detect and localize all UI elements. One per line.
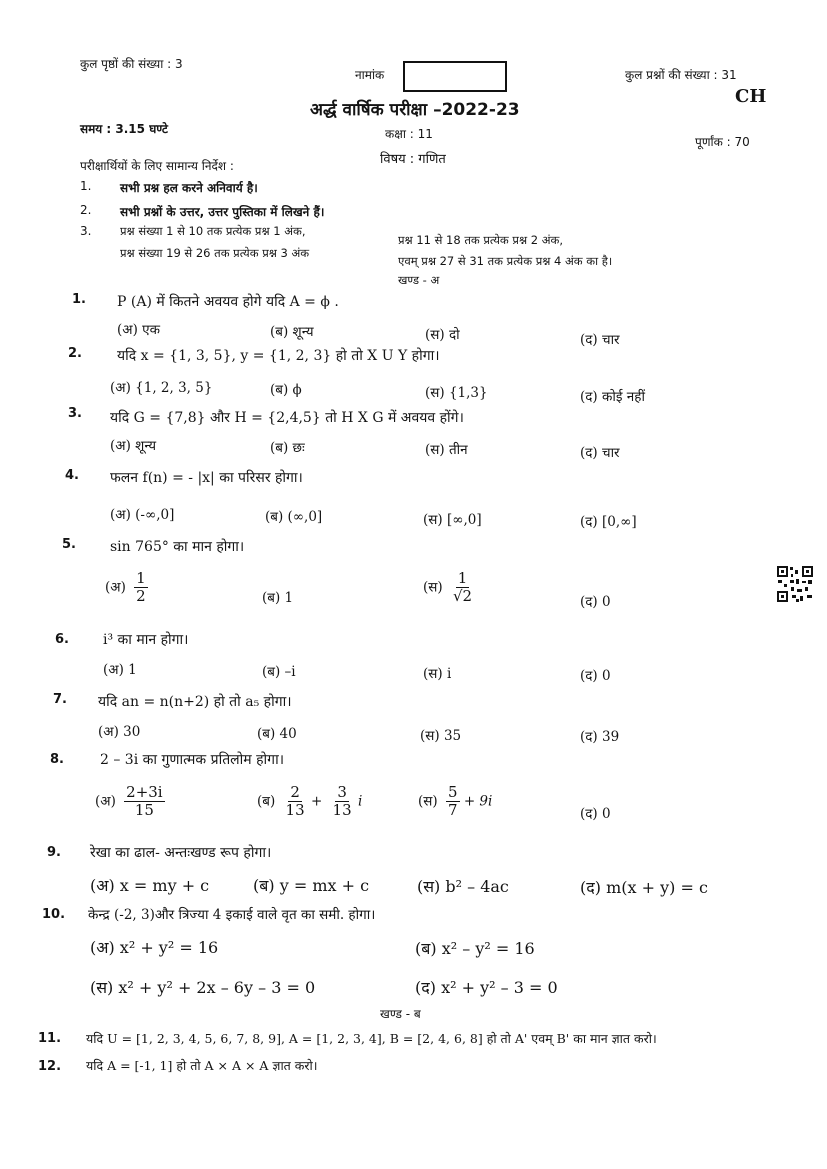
question-number: 9. bbox=[47, 845, 61, 860]
plus-sign: + bbox=[310, 793, 323, 810]
fraction bbox=[451, 570, 474, 606]
option-b: (ब) x² – y² = 16 bbox=[415, 939, 535, 958]
option-d: (द) m(x + y) = c bbox=[580, 878, 708, 897]
fraction-numerator: 3 bbox=[337, 783, 347, 801]
option-a: (अ) 30 bbox=[98, 724, 141, 740]
option-d: (द) 0 bbox=[580, 668, 611, 684]
option-d: (द) x² + y² – 3 = 0 bbox=[415, 978, 558, 997]
option-c bbox=[418, 784, 492, 820]
fraction-numerator: 1 bbox=[136, 569, 146, 587]
instruction-num: 2. bbox=[80, 203, 92, 217]
instruction-num: 3. bbox=[80, 224, 92, 238]
question-text: 2 – 3i का गुणात्मक प्रतिलोम होगा। bbox=[100, 752, 284, 768]
fraction-denominator: 15 bbox=[134, 801, 154, 820]
option-c-suffix: + 9i bbox=[463, 793, 493, 810]
instruction-text: प्रश्न 11 से 18 तक प्रत्येक प्रश्न 2 अंक, bbox=[398, 233, 563, 247]
option-b: (ब) y = mx + c bbox=[253, 876, 370, 895]
section-a-heading: खण्ड - अ bbox=[398, 273, 440, 287]
option-d: (द) 0 bbox=[580, 594, 611, 610]
option-b: (ब) छः bbox=[270, 440, 305, 456]
fraction-numerator: 2+3i bbox=[126, 783, 163, 801]
question-text: फलन f(n) = - |x| का परिसर होगा। bbox=[110, 470, 303, 486]
fraction bbox=[446, 784, 460, 820]
question-text: P (A) में कितने अवयव होगे यदि A = ϕ . bbox=[117, 294, 339, 310]
option-b: (ब) 1 bbox=[262, 590, 294, 606]
exam-time: समय : 3.15 घण्टे bbox=[80, 122, 168, 136]
question-number: 1. bbox=[72, 292, 86, 307]
fraction bbox=[124, 784, 164, 820]
exam-title: अर्द्ध वार्षिक परीक्षा –2022-23 bbox=[310, 100, 520, 120]
fraction bbox=[331, 784, 354, 820]
qr-code bbox=[776, 565, 814, 603]
fraction-denominator: 2 bbox=[136, 587, 146, 606]
option-b: (ब) 40 bbox=[257, 726, 297, 742]
fraction bbox=[134, 570, 148, 606]
fraction-denominator: 13 bbox=[332, 801, 352, 820]
option-c: (स) [∞,0] bbox=[423, 512, 482, 528]
imaginary-unit: i bbox=[357, 793, 363, 810]
option-c: (स) x² + y² + 2x – 6y – 3 = 0 bbox=[90, 978, 316, 997]
option-a bbox=[95, 784, 165, 820]
option-a: (अ) x = my + c bbox=[90, 876, 210, 895]
option-a: (अ) (-∞,0] bbox=[110, 507, 175, 523]
option-d: (द) [0,∞] bbox=[580, 514, 637, 530]
option-label: (स) bbox=[418, 793, 438, 810]
fraction bbox=[284, 784, 307, 820]
option-a: (अ) x² + y² = 16 bbox=[90, 938, 219, 957]
question-number: 7. bbox=[53, 692, 67, 707]
option-a: (अ) शून्य bbox=[110, 438, 157, 454]
question-text: i³ का मान होगा। bbox=[103, 632, 189, 648]
question-number: 11. bbox=[38, 1031, 62, 1046]
max-marks: पूर्णांक : 70 bbox=[695, 135, 750, 149]
option-a: (अ) 1 bbox=[103, 662, 137, 678]
option-d: (द) चार bbox=[580, 445, 620, 461]
instruction-text: सभी प्रश्न हल करने अनिवार्य है। bbox=[120, 181, 258, 195]
total-pages: कुल पृष्ठों की संख्या : 3 bbox=[80, 57, 183, 71]
question-number: 3. bbox=[68, 406, 82, 421]
roll-number-label: नामांक bbox=[355, 68, 385, 82]
section-b-heading: खण्ड - ब bbox=[380, 1007, 421, 1021]
option-c: (स) दो bbox=[425, 327, 460, 343]
option-d: (द) कोई नहीं bbox=[580, 389, 645, 405]
option-b: (ब) शून्य bbox=[270, 324, 314, 340]
question-number: 6. bbox=[55, 632, 69, 647]
option-label: (अ) bbox=[95, 793, 116, 810]
option-c: (स) तीन bbox=[425, 442, 468, 458]
question-number: 2. bbox=[68, 346, 82, 361]
option-b: (ब) ϕ bbox=[270, 382, 302, 398]
question-number: 8. bbox=[50, 752, 64, 767]
fraction-numerator: 5 bbox=[447, 783, 458, 801]
question-number: 4. bbox=[65, 468, 79, 483]
question-text: रेखा का ढाल- अन्तःखण्ड रूप होगा। bbox=[90, 845, 272, 861]
option-a: (अ) एक bbox=[117, 322, 160, 338]
class-label: कक्षा : 11 bbox=[385, 127, 433, 141]
option-label: (ब) bbox=[257, 793, 276, 810]
roll-number-box bbox=[403, 61, 507, 92]
option-label: (अ) bbox=[105, 579, 126, 596]
total-questions: कुल प्रश्नों की संख्या : 31 bbox=[625, 68, 737, 82]
question-text: यदि A = [-1, 1] हो तो A × A × A ज्ञात करो। bbox=[86, 1058, 318, 1073]
option-d: (द) 0 bbox=[580, 806, 611, 822]
question-text: sin 765° का मान होगा। bbox=[110, 539, 245, 555]
instruction-text: प्रश्न संख्या 19 से 26 तक प्रत्येक प्रश्न 3 अंक bbox=[120, 246, 310, 260]
option-c: (स) {1,3} bbox=[425, 385, 488, 401]
option-label: (स) bbox=[423, 579, 443, 596]
option-b: (ब) (∞,0] bbox=[265, 509, 323, 525]
option-d: (द) चार bbox=[580, 332, 620, 348]
fraction-numerator: 1 bbox=[457, 569, 468, 587]
option-c bbox=[423, 570, 474, 606]
instruction-text: एवम् प्रश्न 27 से 31 तक प्रत्येक प्रश्न 4 अंक का है। bbox=[398, 254, 613, 268]
question-text: यदि G = {7,8} और H = {2,4,5} तो H X G में अवयव होंगे। bbox=[110, 410, 464, 426]
option-c: (स) i bbox=[423, 666, 452, 682]
fraction-denominator: √2 bbox=[452, 587, 473, 606]
option-a bbox=[105, 570, 148, 606]
question-number: 10. bbox=[42, 907, 66, 922]
question-text: यदि x = {1, 3, 5}, y = {1, 2, 3} हो तो X U Y होगा। bbox=[117, 348, 440, 364]
question-text: केन्द्र (-2, 3)और त्रिज्या 4 इकाई वाले वृत का समी. होगा। bbox=[88, 907, 376, 923]
option-b bbox=[257, 784, 362, 820]
option-a: (अ) {1, 2, 3, 5} bbox=[110, 380, 213, 396]
fraction-numerator: 2 bbox=[290, 783, 300, 801]
option-c: (स) 35 bbox=[420, 728, 462, 744]
instructions-heading: परीक्षार्थियों के लिए सामान्य निर्देश : bbox=[80, 159, 234, 173]
option-c: (स) b² – 4ac bbox=[417, 877, 509, 896]
fraction-denominator: 7 bbox=[447, 801, 458, 820]
question-text: यदि an = n(n+2) हो तो a₅ होगा। bbox=[98, 694, 292, 710]
option-b: (ब) –i bbox=[262, 664, 296, 680]
paper-code: CH bbox=[735, 86, 767, 107]
fraction-denominator: 13 bbox=[285, 801, 305, 820]
instruction-text: सभी प्रश्नों के उत्तर, उत्तर पुस्तिका में लिखने हैं। bbox=[120, 205, 325, 219]
question-number: 12. bbox=[38, 1059, 62, 1074]
subject-label: विषय : गणित bbox=[380, 152, 446, 167]
instruction-text: प्रश्न संख्या 1 से 10 तक प्रत्येक प्रश्न 1 अंक, bbox=[120, 224, 306, 238]
question-text: यदि U = [1, 2, 3, 4, 5, 6, 7, 8, 9], A = [1, 2, 3, 4], B = [2, 4, 6, 8] हो तो A' एवम् B' का मान ज्ञात करो। bbox=[86, 1031, 657, 1046]
instruction-num: 1. bbox=[80, 179, 92, 193]
option-d: (द) 39 bbox=[580, 729, 620, 745]
question-number: 5. bbox=[62, 537, 76, 552]
